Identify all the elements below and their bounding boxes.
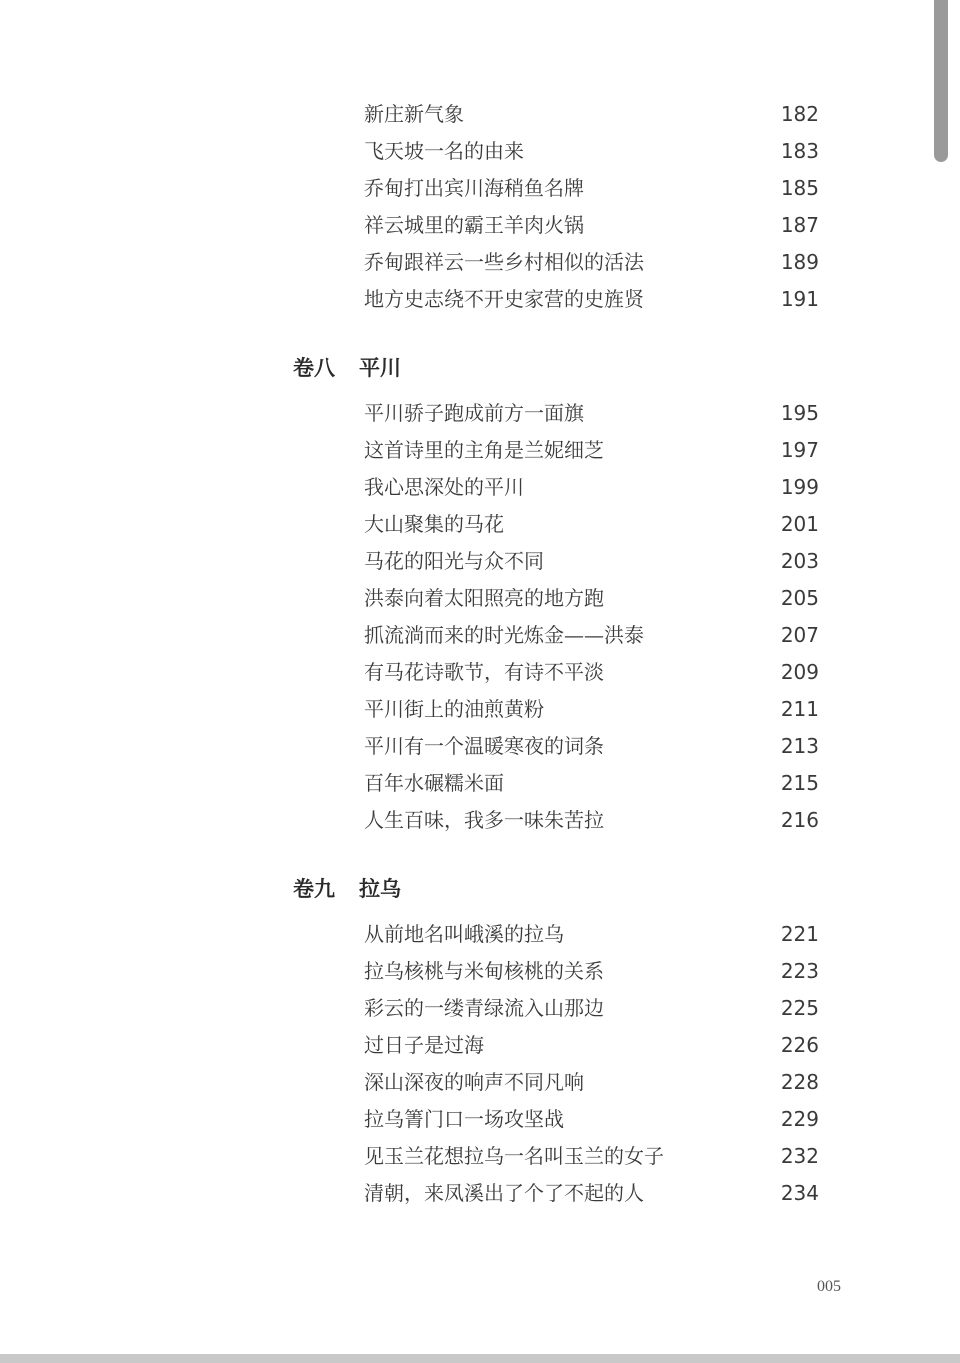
toc-entry-title: 我心思深处的平川 <box>364 475 524 499</box>
toc-entry <box>364 620 819 650</box>
toc-entry-title: 抓流淌而来的时光炼金——洪泰 <box>364 623 644 647</box>
toc-entry-page: 182 <box>780 102 819 126</box>
toc-entry <box>364 805 819 835</box>
toc-entry-title: 乔甸打出宾川海稍鱼名牌 <box>364 176 584 200</box>
toc-entry-title: 平川骄子跑成前方一面旗 <box>364 401 584 425</box>
toc-entry-title: 地方史志绕不开史家营的史旌贤 <box>364 287 644 311</box>
bottom-scroll-track <box>0 1354 960 1363</box>
toc-entry-page: 234 <box>780 1181 819 1205</box>
toc-entry-page: 215 <box>780 771 819 795</box>
toc-entry-title: 平川有一个温暖寒夜的词条 <box>364 734 604 758</box>
toc-entry-title: 马花的阳光与众不同 <box>364 549 544 573</box>
toc-entry-page: 223 <box>780 959 819 983</box>
toc-entry-title: 拉乌箐门口一场攻坚战 <box>364 1107 564 1131</box>
toc-entry <box>364 583 819 613</box>
toc-entry <box>364 993 819 1023</box>
toc-entry-page: 213 <box>780 734 819 758</box>
page-number: 005 <box>817 1278 841 1295</box>
toc-entry-title: 彩云的一缕青绿流入山那边 <box>364 996 604 1020</box>
toc-entry-title: 这首诗里的主角是兰妮细芝 <box>364 438 604 462</box>
toc-entry-title: 新庄新气象 <box>364 102 464 126</box>
toc-entry-page: 199 <box>780 475 819 499</box>
toc-entry <box>364 956 819 986</box>
toc-entry-title: 祥云城里的霸王羊肉火锅 <box>364 213 584 237</box>
section-name: 拉乌 <box>359 877 401 901</box>
section-volume: 卷九 <box>293 877 335 901</box>
toc-entry <box>364 247 819 277</box>
toc-entry-title: 有马花诗歌节，有诗不平淡 <box>364 660 604 684</box>
toc-entry-title: 大山聚集的马花 <box>364 512 504 536</box>
section-heading <box>293 872 401 906</box>
toc-entry-page: 183 <box>780 139 819 163</box>
toc-entry <box>364 657 819 687</box>
toc-entry-page: 205 <box>780 586 819 610</box>
toc-entry-page: 221 <box>780 922 819 946</box>
toc-entry-title: 拉乌核桃与米甸核桃的关系 <box>364 959 604 983</box>
toc-entry <box>364 1104 819 1134</box>
toc-entry-page: 203 <box>780 549 819 573</box>
section-name: 平川 <box>359 356 401 380</box>
toc-entry-page: 232 <box>780 1144 819 1168</box>
toc-entry-title: 飞天坡一名的由来 <box>364 139 524 163</box>
toc-entry-page: 211 <box>780 697 819 721</box>
toc-entry-title: 见玉兰花想拉乌一名叫玉兰的女子 <box>364 1144 664 1168</box>
toc-entry-page: 228 <box>780 1070 819 1094</box>
toc-entry-title: 过日子是过海 <box>364 1033 484 1057</box>
toc-entry-page: 226 <box>780 1033 819 1057</box>
toc-entry <box>364 136 819 166</box>
toc-entry-page: 229 <box>780 1107 819 1131</box>
toc-entry-page: 209 <box>780 660 819 684</box>
toc-entry <box>364 1067 819 1097</box>
toc-entry-page: 191 <box>780 287 819 311</box>
toc-entry-page: 201 <box>780 512 819 536</box>
section-volume: 卷八 <box>293 356 335 380</box>
toc-entry <box>364 1178 819 1208</box>
toc-entry-page: 187 <box>780 213 819 237</box>
toc-entry-title: 深山深夜的响声不同凡响 <box>364 1070 584 1094</box>
toc-entry-page: 195 <box>780 401 819 425</box>
toc-entry-page: 216 <box>780 808 819 832</box>
toc-entry-title: 百年水碾糯米面 <box>364 771 504 795</box>
toc-entry-title: 从前地名叫峨溪的拉乌 <box>364 922 564 946</box>
toc-entry-page: 197 <box>780 438 819 462</box>
toc-entry <box>364 435 819 465</box>
toc-entry-title: 清朝，来凤溪出了个了不起的人 <box>364 1181 644 1205</box>
scrollbar-thumb[interactable] <box>934 0 948 162</box>
toc-entry-page: 207 <box>780 623 819 647</box>
toc-entry <box>364 768 819 798</box>
toc-entry <box>364 919 819 949</box>
toc-entry <box>364 398 819 428</box>
toc-entry-title: 乔甸跟祥云一些乡村相似的活法 <box>364 250 644 274</box>
toc-entry <box>364 509 819 539</box>
toc-entry <box>364 99 819 129</box>
toc-entry <box>364 694 819 724</box>
toc-entry-title: 洪泰向着太阳照亮的地方跑 <box>364 586 604 610</box>
toc-entry <box>364 546 819 576</box>
toc-entry <box>364 210 819 240</box>
toc-entry-page: 225 <box>780 996 819 1020</box>
toc-entry-title: 人生百味，我多一味朱苦拉 <box>364 808 604 832</box>
toc-entry <box>364 472 819 502</box>
toc-entry <box>364 1030 819 1060</box>
toc-entry <box>364 731 819 761</box>
section-heading <box>293 351 401 385</box>
toc-entry-page: 189 <box>780 250 819 274</box>
toc-entry <box>364 1141 819 1171</box>
toc-entry-title: 平川街上的油煎黄粉 <box>364 697 544 721</box>
toc-entry-page: 185 <box>780 176 819 200</box>
toc-entry <box>364 284 819 314</box>
toc-entry <box>364 173 819 203</box>
